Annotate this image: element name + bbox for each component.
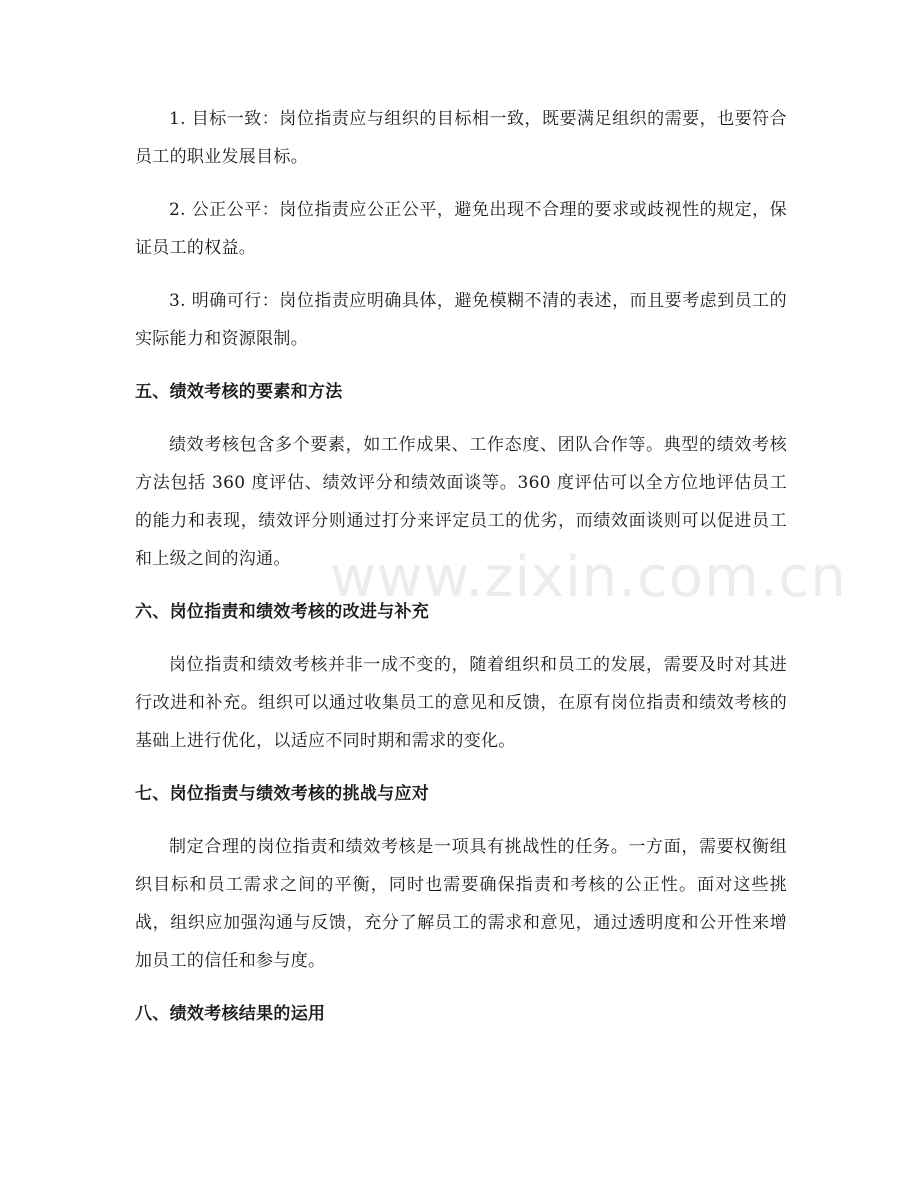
section-heading-5: 五、绩效考核的要素和方法	[135, 382, 343, 402]
paragraph-principle-1: 1. 目标一致：岗位指责应与组织的目标相一致，既要满足组织的需要，也要符合员工的职业发展目标。	[135, 109, 787, 167]
section-heading-7: 七、岗位指责与绩效考核的挑战与应对	[135, 784, 430, 804]
paragraph-principle-3: 3. 明确可行：岗位指责应明确具体，避免模糊不清的表述，而且要考虑到员工的实际能力和资源限制。	[135, 291, 787, 349]
paragraph-principle-2: 2. 公正公平：岗位指责应公正公平，避免出现不合理的要求或歧视性的规定，保证员工的权益。	[135, 200, 787, 258]
section-heading-8: 八、绩效考核结果的运用	[135, 1004, 326, 1024]
document-body	[135, 100, 787, 1048]
paragraph-section-6: 岗位指责和绩效考核并非一成不变的，随着组织和员工的发展，需要及时对其进行改进和补充。组织可以通过收集员工的意见和反馈，在原有岗位指责和绩效考核的基础上进行优化，以适应不同时期和需求的变化。	[135, 655, 787, 751]
watermark: www.zixin.com.cn	[330, 545, 847, 610]
paragraph-section-5: 绩效考核包含多个要素，如工作成果、工作态度、团队合作等。典型的绩效考核方法包括 360 度评估、绩效评分和绩效面谈等。360 度评估可以全方位地评估员工的能力和表现，绩效评分则通过打分来评定员工的优劣，而绩效面谈则可以促进员工和上级之间的沟通。	[135, 435, 787, 569]
paragraph-section-7: 制定合理的岗位指责和绩效考核是一项具有挑战性的任务。一方面，需要权衡组织目标和员工需求之间的平衡，同时也需要确保指责和考核的公正性。面对这些挑战，组织应加强沟通与反馈，充分了解员工的需求和意见，通过透明度和公开性来增加员工的信任和参与度。	[135, 837, 787, 971]
section-heading-6: 六、岗位指责和绩效考核的改进与补充	[135, 602, 430, 622]
